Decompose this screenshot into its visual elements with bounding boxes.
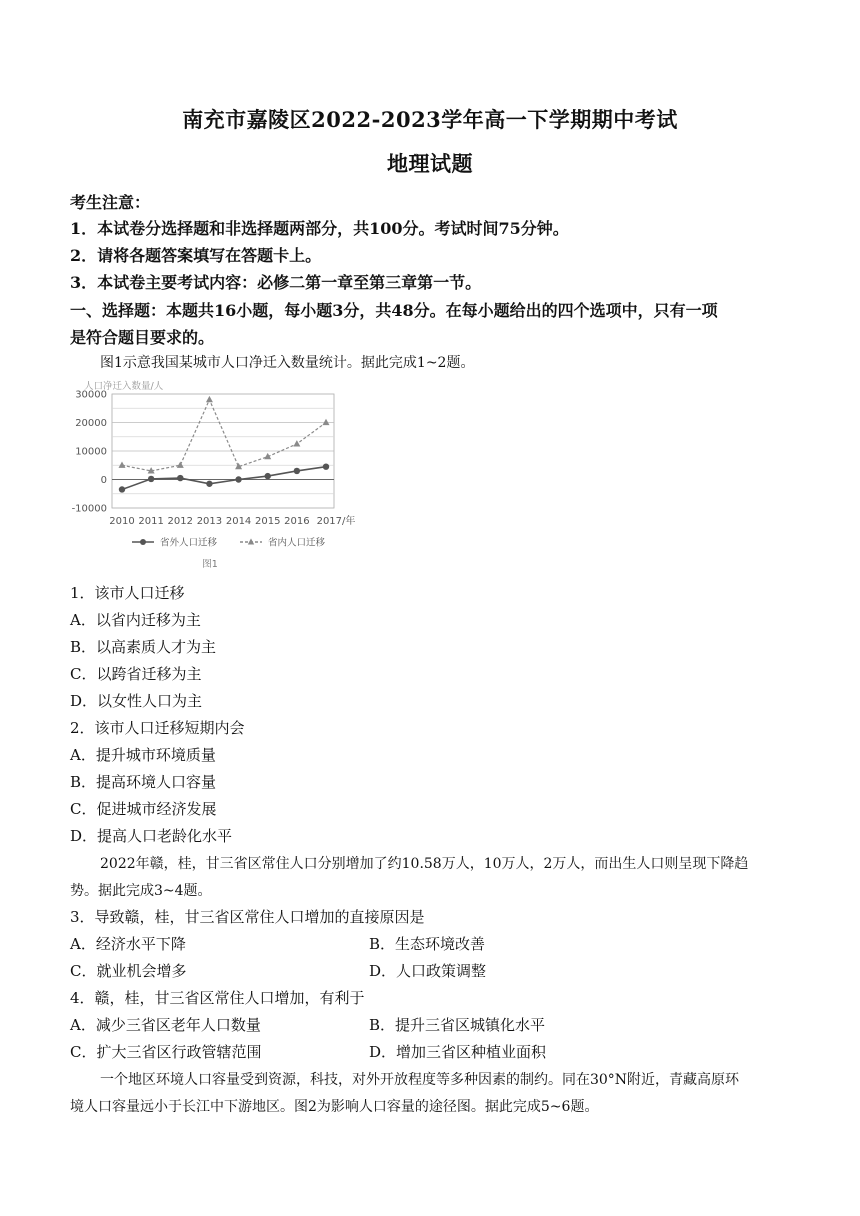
question-intro: 图1示意我国某城市人口净迁入数量统计。据此完成1~2题。 [100,355,475,371]
chart-yticks [72,390,107,515]
section-heading: 一、选择题：本题共16小题，每小题3分，共48分。在每小题给出的四个选项中，只有一项 [70,301,718,320]
chart-xticks [109,514,355,527]
x-tick-label: 2014 [225,516,252,527]
series-line-2 [122,400,326,471]
legend-label: 省内人口迁移 [268,537,326,549]
y-tick-label: 0 [100,475,107,486]
notice-item: 2．请将各题答案填写在答题卡上。 [70,246,322,265]
option-a: A．以省内迁移为主 [70,611,201,629]
chart-ylabel: 人口净迁入数量/人 [84,381,164,392]
option-a: A．经济水平下降 [70,935,186,953]
data-point [177,461,184,467]
y-tick-label: 20000 [75,418,107,429]
population-migration-chart [62,376,362,576]
option-b: B．提升三省区城镇化水平 [369,1016,546,1034]
chart-legend [132,537,326,549]
data-point [265,473,271,479]
data-point [206,481,212,487]
option-b: B．以高素质人才为主 [70,638,217,656]
option-a: A．提升城市环境质量 [70,746,216,764]
x-tick-label: 2010 [109,516,135,527]
chart-series [119,396,330,493]
chart-caption: 图1 [202,559,218,570]
exam-title: 南充市嘉陵区2022-2023学年高一下学期期中考试 [182,107,678,132]
notice-item: 1．本试卷分选择题和非选择题两部分，共100分。考试时间75分钟。 [70,219,569,238]
data-point [119,486,125,492]
y-tick-label: 30000 [75,389,107,401]
y-tick-label: 10000 [75,446,107,458]
question-intro: 2022年赣，桂，甘三省区常住人口分别增加了约10.58万人，10万人，2万人，而出生人口则呈现下降趋 [100,856,749,872]
data-point [177,475,183,481]
data-point [206,396,213,402]
data-point [293,440,300,446]
question-stem: 4．赣，桂，甘三省区常住人口增加，有利于 [70,989,365,1007]
option-d: D．以女性人口为主 [70,692,203,710]
data-point [119,461,126,467]
x-tick-label: 2013 [196,516,223,527]
question-stem: 1．该市人口迁移 [70,584,185,602]
chart-grid [112,394,334,508]
x-tick-label: 2011 [138,516,164,527]
legend-marker [248,538,254,544]
option-a: A．减少三省区老年人口数量 [70,1016,261,1034]
section-heading-cont: 是符合题目要求的。 [70,328,215,347]
question-intro: 一个地区环境人口容量受到资源，科技，对外开放程度等多种因素的制约。同在30°N附近，青藏高原环 [100,1072,740,1088]
x-tick-label: 2015 [254,516,281,527]
question-stem: 3．导致赣，桂，甘三省区常住人口增加的直接原因是 [70,908,425,926]
question-intro-cont: 势。据此完成3~4题。 [70,883,212,899]
option-b: B．提高环境人口容量 [70,773,217,791]
option-d: D．增加三省区种植业面积 [369,1043,547,1061]
chart-svg [62,376,362,576]
x-tick-label: 2012 [167,516,194,527]
question-stem: 2．该市人口迁移短期内会 [70,719,245,737]
data-point [148,476,154,482]
legend-marker [140,539,146,545]
option-c: C．就业机会增多 [70,962,187,980]
legend-label: 省外人口迁移 [160,537,218,549]
notice-item: 3．本试卷主要考试内容：必修二第一章至第三章第一节。 [70,273,482,292]
option-c: C．以跨省迁移为主 [70,665,202,683]
option-d: D．提高人口老龄化水平 [70,827,233,845]
data-point [323,463,329,469]
option-c: C．扩大三省区行政管辖范围 [70,1043,262,1061]
y-tick-label: -10000 [71,503,107,515]
exam-subtitle: 地理试题 [387,151,473,176]
data-point [235,476,241,482]
data-point [294,468,300,474]
data-point [323,419,330,425]
option-d: D．人口政策调整 [369,962,487,980]
x-tick-label: 2017/年 [316,516,356,527]
option-b: B．生态环境改善 [369,935,486,953]
question-intro-cont: 境人口容量远小于长江中下游地区。图2为影响人口容量的途径图。据此完成5~6题。 [70,1099,599,1115]
notice-heading: 考生注意： [70,193,151,212]
x-tick-label: 2016 [284,516,310,527]
option-c: C．促进城市经济发展 [70,800,217,818]
